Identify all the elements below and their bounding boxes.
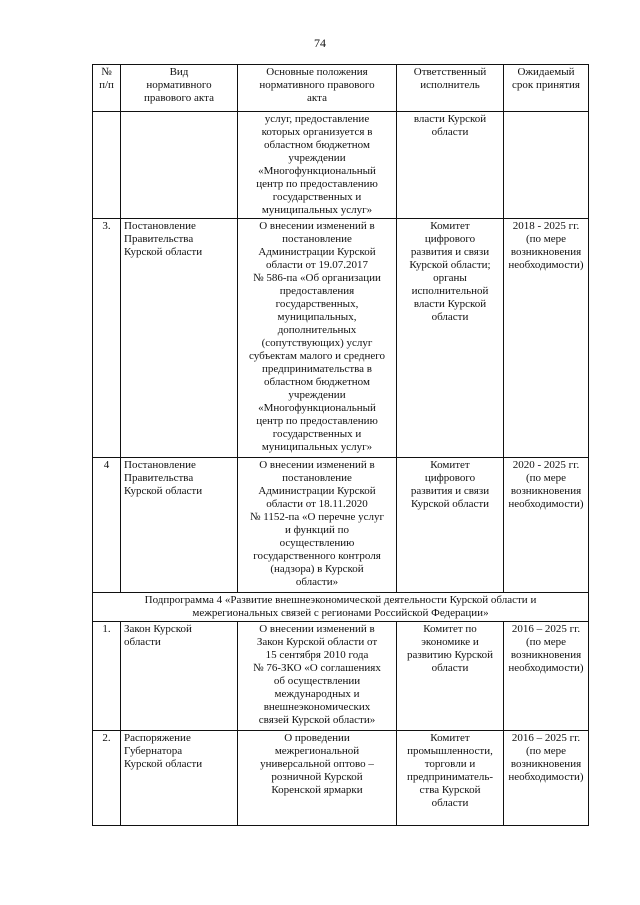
legal-acts-table: [92, 64, 589, 826]
section-row: [93, 593, 589, 622]
cell-act-type: Распоряжение Губернатора Курской области: [121, 731, 238, 826]
cell-term: 2016 – 2025 гг. (по мере возникновения необходимости): [504, 731, 589, 826]
header-term: Ожидаемый срок принятия: [504, 65, 589, 112]
cell-num: 1.: [93, 622, 121, 731]
cell-responsible: Комитет цифрового развития и связи Курской области; органы исполнительной власти Курской области: [397, 219, 504, 458]
cell-responsible: Комитет по экономике и развитию Курской области: [397, 622, 504, 731]
cell-act-type: Постановление Правительства Курской области: [121, 219, 238, 458]
cell-term: [504, 112, 589, 219]
page-number: 74: [314, 36, 326, 50]
cell-term: 2018 - 2025 гг. (по мере возникновения необходимости): [504, 219, 589, 458]
cell-act-content: О внесении изменений в Закон Курской области от 15 сентября 2010 года № 76-ЗКО «О соглашениях об осуществлении международных и внешнеэкономических связей Курской области»: [238, 622, 397, 731]
table-header-row: [93, 65, 589, 112]
cell-responsible: Комитет цифрового развития и связи Курской области: [397, 458, 504, 593]
header-act-content: Основные положения нормативного правового акта: [238, 65, 397, 112]
cell-act-content: услуг, предоставление которых организуется в областном бюджетном учреждении «Многофункциональный центр по предоставлению государственных и муниципальных услуг»: [238, 112, 397, 219]
cell-num: 3.: [93, 219, 121, 458]
cell-act-type: Постановление Правительства Курской области: [121, 458, 238, 593]
cell-act-content: О проведении межрегиональной универсальной оптово – розничной Курской Коренской ярмарки: [238, 731, 397, 826]
cell-term: 2016 – 2025 гг. (по мере возникновения необходимости): [504, 622, 589, 731]
subprogram-title: Подпрограмма 4 «Развитие внешнеэкономической деятельности Курской области и межрегиональных связей с регионами Российской Федерации»: [93, 593, 589, 622]
table-row: [93, 622, 589, 731]
header-num: № п/п: [93, 65, 121, 112]
cell-responsible: власти Курской области: [397, 112, 504, 219]
cell-num: [93, 112, 121, 219]
header-act-type: Вид нормативного правового акта: [121, 65, 238, 112]
table-row: [93, 458, 589, 593]
header-responsible: Ответственный исполнитель: [397, 65, 504, 112]
cell-num: 2.: [93, 731, 121, 826]
table-row: [93, 219, 589, 458]
cell-act-content: О внесении изменений в постановление Администрации Курской области от 18.11.2020 № 1152-па «О перечне услуг и функций по осуществлению государственного контроля (надзора) в Курской области»: [238, 458, 397, 593]
cell-act-type: [121, 112, 238, 219]
cell-act-content: О внесении изменений в постановление Администрации Курской области от 19.07.2017 № 586-па «Об организации предоставления государственных, муниципальных, дополнительных (сопутствующих) услуг субъектам малого и среднего предпринимательства в областном бюджетном учреждении «Многофункциональный центр по предоставлению государственных и муниципальных услуг»: [238, 219, 397, 458]
cell-act-type: Закон Курской области: [121, 622, 238, 731]
table-row: [93, 112, 589, 219]
cell-term: 2020 - 2025 гг. (по мере возникновения необходимости): [504, 458, 589, 593]
cell-responsible: Комитет промышленности, торговли и предприниматель- ства Курской области: [397, 731, 504, 826]
cell-num: 4: [93, 458, 121, 593]
table-row: [93, 731, 589, 826]
